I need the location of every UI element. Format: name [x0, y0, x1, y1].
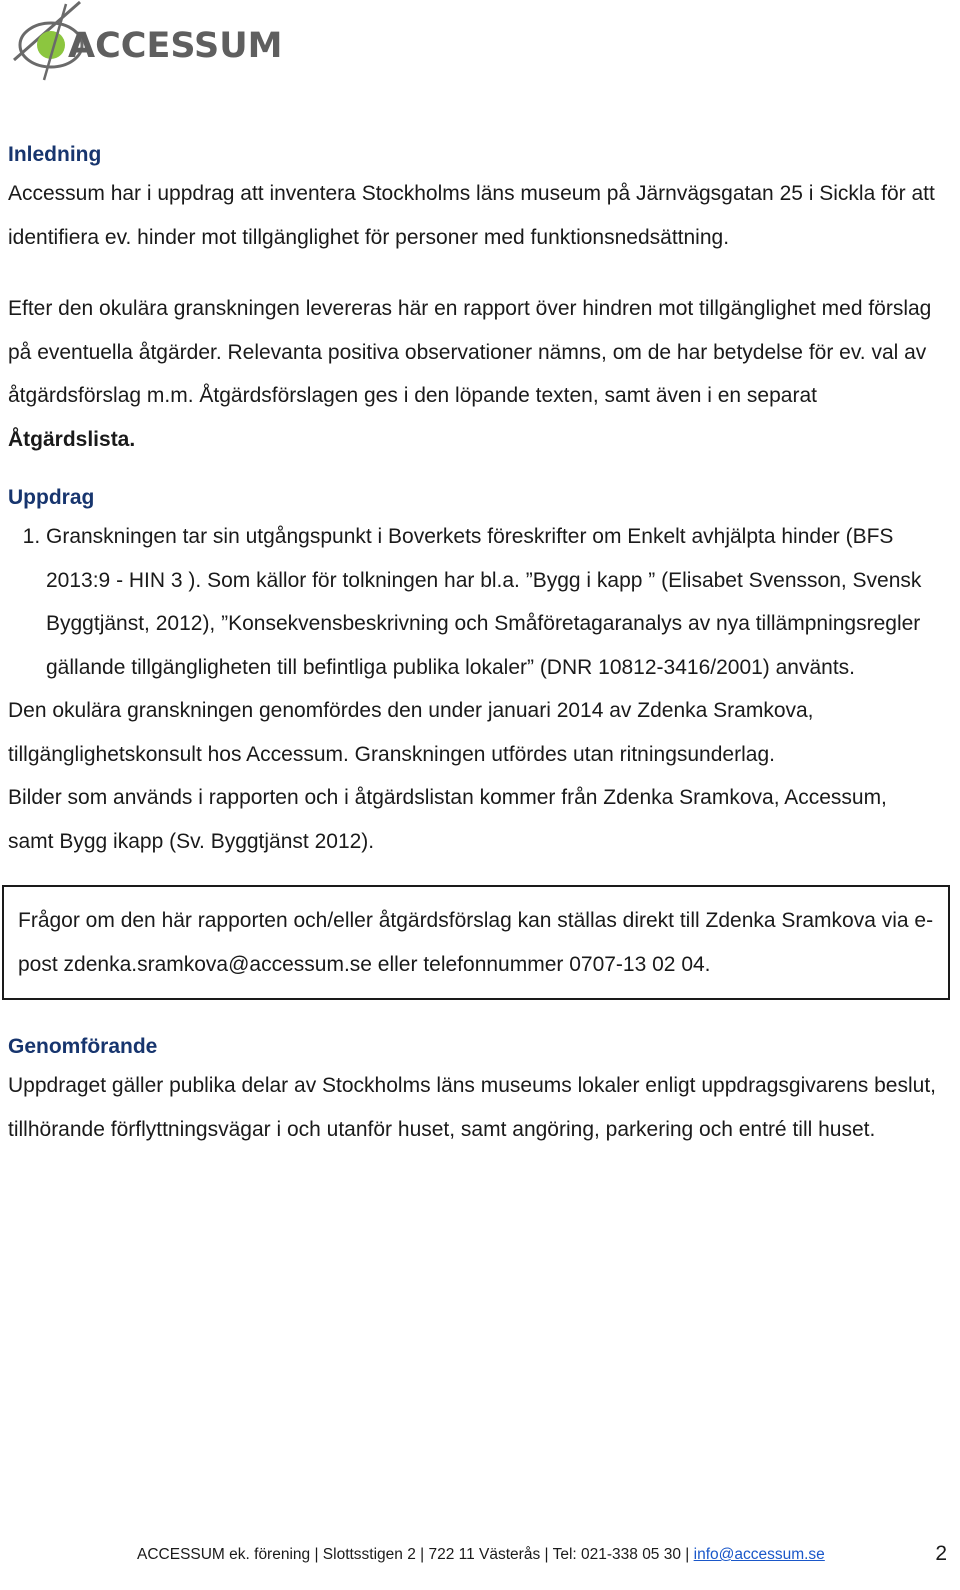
accessum-logo — [4, 0, 283, 84]
footer-text: ACCESSUM ek. förening | Slottsstigen 2 | 722 11 Västerås | Tel: 021-338 05 30 | — [137, 1546, 694, 1563]
footer-email-link[interactable]: info@accessum.se — [693, 1546, 825, 1563]
heading-genomforande: Genomförande — [8, 1035, 158, 1058]
paragraph-intro-2-text: Efter den okulära granskningen levereras här en rapport över hindren mot tillgänglighet med förslag på eventuella åtgärder. Relevanta positiva observationer nämns, om de har betydelse för ev. val av åtgärdsförslag m.m. Åtgärdsförslagen ges i den löpande texten, samt även i en separat — [8, 297, 932, 407]
paragraph-intro-1: Accessum har i uppdrag att inventera Stockholms läns museum på Järnvägsgatan 25 i Sickla för att identifiera ev. hinder mot tillgänglighet för personer med funktionsnedsättning. — [8, 182, 935, 249]
page-number: 2 — [935, 1542, 947, 1565]
uppdrag-list — [8, 515, 938, 689]
paragraph-intro-2 — [8, 287, 938, 461]
page-footer — [137, 1542, 947, 1586]
heading-inledning: Inledning — [8, 143, 102, 166]
contact-callout-box: Frågor om den här rapporten och/eller åtgärdsförslag kan ställas direkt till Zdenka Sramkova via e-post zdenka.sramkova@accessum.se eller telefonnummer 0707-13 02 04. — [2, 885, 950, 1000]
uppdrag-list-item-1: 1. Granskningen tar sin utgångspunkt i Boverkets föreskrifter om Enkelt avhjälpta hinder (BFS 2013:9 - HIN 3 ). Som källor för tolkningen har bl.a. ”Bygg i kapp ” (Elisabet Svensson, Svensk Byggtjänst, 2012), ”Konsekvensbeskrivning och Småföretagaranalys av nya tillämpningsregler gällande tillgängligheten till befintliga publika lokaler” (DNR 10812-3416/2001) använts. — [46, 515, 938, 689]
logo-text: ACCESSUM — [68, 26, 283, 66]
paragraph-genomforande-1: Uppdraget gäller publika delar av Stockholms läns museums lokaler enligt uppdragsgivarens beslut, tillhörande förflyttningsvägar i och utanför huset, samt angöring, parkering och entré till huset. — [8, 1074, 936, 1141]
heading-uppdrag: Uppdrag — [8, 486, 95, 509]
paragraph-uppdrag-2: Den okulära granskningen genomfördes den under januari 2014 av Zdenka Sramkova, tillgänglighetskonsult hos Accessum. Granskningen utfördes utan ritningsunderlag. — [8, 699, 814, 766]
atgardslista-reference: Åtgärdslista. — [8, 427, 136, 451]
footer-line — [137, 1546, 825, 1564]
document-body — [8, 138, 938, 1151]
paragraph-uppdrag-3: Bilder som används i rapporten och i åtgärdslistan kommer från Zdenka Sramkova, Accessum, samt Bygg ikapp (Sv. Byggtjänst 2012). — [8, 786, 887, 853]
